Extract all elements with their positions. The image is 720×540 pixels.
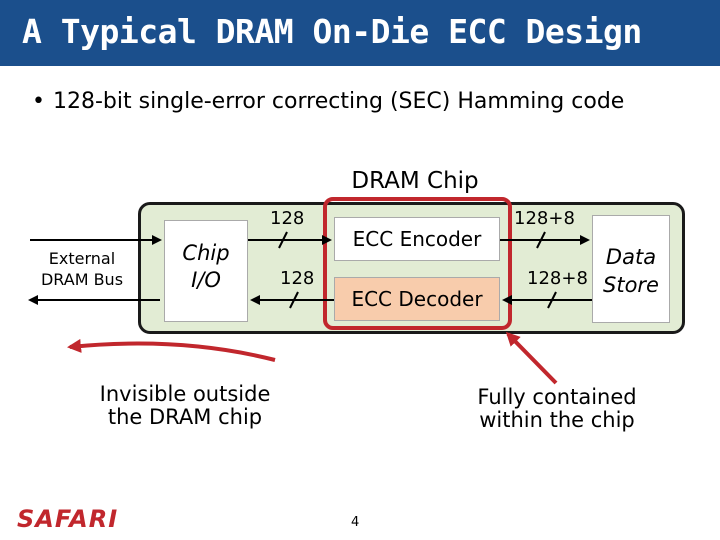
bus-width-decoder-in: 128+8	[527, 268, 588, 289]
bullet-text: 128-bit single-error correcting (SEC) Hamming code	[52, 89, 625, 114]
bus-width-encoder-in: 128	[270, 208, 305, 229]
dram-chip-label: DRAM Chip	[351, 168, 479, 194]
chip-io-label-line1: Chip	[182, 241, 230, 265]
fully-contained-arrow	[508, 334, 556, 383]
invisible-outside-note-line2: the DRAM chip	[107, 405, 263, 429]
data-store-label-line2: Store	[603, 273, 659, 297]
ecc-encoder-label: ECC Encoder	[352, 227, 482, 251]
ecc-decoder-label: ECC Decoder	[351, 287, 483, 311]
bus-width-decoder-out: 128	[280, 268, 315, 289]
fully-contained-note	[447, 386, 667, 432]
external-bus-label-line1: External	[48, 249, 116, 268]
fully-contained-note-line2: within the chip	[479, 408, 635, 432]
page-number: 4	[351, 515, 360, 530]
invisible-outside-arrow	[70, 344, 275, 360]
bus-width-encoder-out: 128+8	[514, 208, 575, 229]
fully-contained-note-line1: Fully contained	[477, 385, 637, 409]
page-title: A Typical DRAM On-Die ECC Design	[22, 12, 642, 51]
safari-logo: SAFARI	[17, 505, 119, 533]
bullet-icon: •	[32, 89, 45, 114]
invisible-outside-note-line1: Invisible outside	[99, 382, 271, 406]
invisible-outside-note	[80, 383, 290, 429]
external-bus-label-line2: DRAM Bus	[40, 270, 124, 289]
chip-io-label-line2: I/O	[191, 268, 221, 292]
data-store-label-line1: Data	[605, 245, 657, 269]
